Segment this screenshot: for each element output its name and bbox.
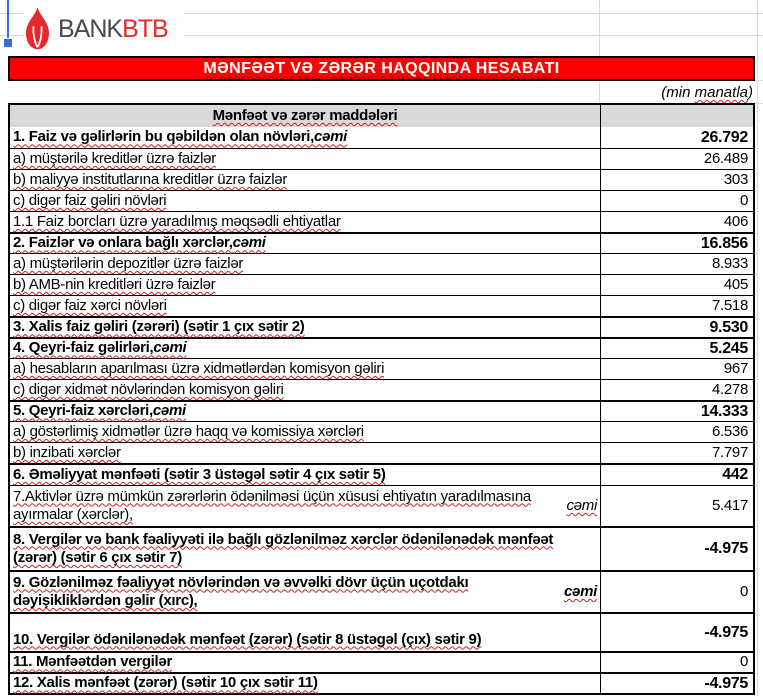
row-value-cell[interactable] [600, 127, 753, 148]
table-row[interactable] [10, 316, 753, 337]
row-label-cell[interactable] [10, 653, 600, 672]
row-value-cell[interactable] [600, 296, 753, 316]
row-value-cell[interactable] [600, 234, 753, 253]
row-label: 2. Faizlər və onlara bağlı xərclər, [13, 234, 233, 252]
row-label: c) digər faiz gəliri növləri [13, 191, 167, 209]
row-value-cell[interactable] [600, 275, 753, 295]
row-label: c) digər faiz xərci növləri [13, 296, 167, 314]
table-row[interactable] [10, 127, 753, 148]
row-value: 0 [739, 191, 748, 209]
table-row[interactable] [10, 232, 753, 253]
row-label-cell[interactable] [10, 254, 600, 274]
row-value: -4.975 [704, 540, 748, 558]
table-row[interactable] [10, 379, 753, 400]
row-label-italic-tail: cəmi [152, 402, 186, 420]
row-value: 967 [723, 359, 748, 377]
row-label: a) göstərlimiş xidmətlər üzrə haqq və komissiya xərcləri [13, 422, 364, 440]
selection-fill-handle[interactable] [3, 38, 13, 48]
bank-logo-text [58, 15, 168, 44]
row-value-cell[interactable] [600, 443, 753, 463]
row-label: 11. Mənfəətdən vergilər [13, 653, 173, 671]
row-value: 6.536 [711, 422, 748, 440]
row-value-cell[interactable] [600, 380, 753, 400]
header-label-cell[interactable] [10, 105, 600, 127]
row-label-cell[interactable] [10, 572, 600, 612]
row-label: 8. Vergilər və bank fəaliyyəti ilə bağlı gözlənilməz xərclər ödənilənədək mənfəət (zərər) (sətir 6 çıx sətir 7) [13, 530, 554, 566]
row-label: a) müştərilə kreditlər üzrə faizlər [13, 149, 216, 167]
row-value: 0 [739, 653, 748, 671]
row-label-italic-tail: cəmi [564, 582, 597, 600]
table-row[interactable] [10, 651, 753, 672]
report-title: MƏNFƏƏT VƏ ZƏRƏR HAQQINDA HESABATI [203, 59, 560, 77]
table-row[interactable] [10, 211, 753, 232]
row-label-cell[interactable] [10, 380, 600, 400]
row-label: b) maliyyə institutlarına kreditlər üzrə faizlər [13, 170, 288, 188]
row-label: 12. Xalis mənfəət (zərər) (sətir 10 çıx sətir 11) [13, 674, 318, 692]
row-value: 16.856 [700, 234, 748, 252]
row-label-cell[interactable] [10, 318, 600, 337]
row-label: 4. Qeyri-faiz gəlirləri, [13, 339, 154, 357]
row-label-cell[interactable] [10, 170, 600, 190]
gridline [755, 103, 763, 104]
row-value-cell[interactable] [600, 254, 753, 274]
logo-bank-word: BANK [58, 14, 123, 43]
row-value: 5.245 [709, 339, 748, 357]
row-label: a) müştərilərin depozitlər üzrə faizlər [13, 254, 244, 272]
row-value: 7.518 [711, 296, 748, 314]
flame-icon [24, 7, 51, 51]
row-label-cell[interactable] [10, 465, 600, 485]
row-value: 26.792 [700, 128, 748, 146]
row-label: 1.1 Faiz borcları üzrə yaradılmış məqsədli ehtiyatlar [13, 212, 341, 230]
row-value: -4.975 [704, 623, 748, 641]
table-row[interactable] [10, 421, 753, 442]
table-row[interactable] [10, 190, 753, 211]
row-label-cell[interactable] [10, 127, 600, 148]
table-row[interactable] [10, 274, 753, 295]
row-label-cell[interactable] [10, 191, 600, 211]
row-label: 1. Faiz və gəlirlərin bu qəbildən olan növləri, [13, 128, 314, 146]
row-label-cell[interactable] [10, 402, 600, 421]
row-value: 14.333 [700, 402, 748, 420]
row-label-cell[interactable] [10, 443, 600, 463]
row-label: b) AMB-nin kreditləri üzrə faizlər [13, 275, 216, 293]
row-label-cell[interactable] [10, 234, 600, 253]
logo-btb-word: BTB [122, 14, 168, 43]
row-label-italic-tail: cəmi [566, 496, 597, 514]
row-label-cell[interactable] [10, 614, 600, 651]
row-label: 7.Aktivlər üzrə mümkün zərərlərin ödənilməsi üçün xüsusi ehtiyatın yaradılmasına ayırmalar (xərclər), [13, 487, 531, 523]
unit-note [8, 84, 753, 101]
row-value-cell[interactable] [600, 212, 753, 232]
unit-note-word: manatla [694, 84, 748, 101]
row-label: 5. Qeyri-faiz xərcləri, [13, 402, 153, 420]
row-label-cell[interactable] [10, 486, 600, 526]
row-label-cell[interactable] [10, 212, 600, 232]
header-label: Mənfəət və zərər maddələri [212, 106, 398, 124]
row-label-cell[interactable] [10, 296, 600, 316]
row-value-cell[interactable] [600, 339, 753, 358]
row-value-cell[interactable] [600, 465, 753, 485]
row-value-cell[interactable] [600, 170, 753, 190]
row-label-cell[interactable] [10, 339, 600, 358]
row-value-cell[interactable] [600, 528, 753, 570]
row-label: 9. Gözlənilməz fəaliyyət növlərindən və əvvəlki dövr üçün uçotdakı dəyişikliklərdən gəlir (xırc), [13, 573, 469, 609]
row-label-cell[interactable] [10, 149, 600, 169]
row-value-cell[interactable] [600, 674, 753, 693]
table-row[interactable] [10, 295, 753, 316]
row-label: c) digər xidmət növlərindən komisyon gəliri [13, 380, 284, 398]
row-value-cell[interactable] [600, 318, 753, 337]
table-row[interactable] [10, 400, 753, 421]
row-value: 442 [722, 466, 748, 484]
row-value: 7.797 [711, 443, 748, 461]
table-row[interactable] [10, 485, 753, 526]
row-value-cell[interactable] [600, 149, 753, 169]
row-label-cell[interactable] [10, 528, 600, 570]
row-label-cell[interactable] [10, 674, 600, 693]
row-label: 3. Xalis faiz gəliri (zərəri) (sətir 1 çıx sətir 2) [13, 318, 305, 336]
header-value-cell[interactable] [600, 105, 753, 127]
row-label: 6. Əməliyyat mənfəəti (sətir 3 üstəgəl sətir 4 çıx sətir 5) [13, 465, 386, 483]
gridline [755, 80, 763, 81]
row-value-cell[interactable] [600, 486, 753, 526]
row-value-cell[interactable] [600, 402, 753, 421]
row-value: 405 [723, 275, 748, 293]
cell-selection-border [7, 0, 9, 40]
row-value: 406 [723, 212, 748, 230]
table-row[interactable] [10, 169, 753, 190]
row-label: b) inzibati xərclər [13, 443, 121, 461]
table-row[interactable] [10, 570, 753, 612]
table-row[interactable] [10, 526, 753, 570]
row-value: 5.417 [711, 496, 748, 514]
row-value: 9.530 [709, 318, 748, 336]
pl-table-body [10, 127, 753, 693]
report-title-banner [8, 56, 755, 81]
row-value: 4.278 [711, 380, 748, 398]
row-label-cell[interactable] [10, 422, 600, 442]
row-value: 303 [723, 170, 748, 188]
row-value: 8.933 [711, 254, 748, 272]
row-value: -4.975 [704, 674, 748, 692]
row-label-italic-tail: cəmi [153, 339, 187, 357]
row-value-cell[interactable] [600, 191, 753, 211]
row-value-cell[interactable] [600, 359, 753, 379]
table-row[interactable] [10, 358, 753, 379]
row-label: 10. Vergilər ödənilənədək mənfəət (zərər) (sətir 8 üstəgəl (çıx) sətir 9) [13, 630, 482, 648]
row-label: a) hesabların aparılması üzrə xidmətlərdən komisyon gəliri [13, 359, 385, 377]
row-value: 0 [739, 582, 748, 600]
pl-table [8, 103, 755, 695]
gridline [757, 0, 758, 696]
row-label-italic-tail: cəmi [232, 234, 266, 252]
table-row[interactable] [10, 463, 753, 485]
row-value-cell[interactable] [600, 614, 753, 651]
table-row[interactable] [10, 148, 753, 169]
row-value-cell[interactable] [600, 572, 753, 612]
table-header-row[interactable] [10, 105, 753, 127]
row-label-cell[interactable] [10, 359, 600, 379]
table-row[interactable] [10, 337, 753, 358]
table-row[interactable] [10, 253, 753, 274]
row-label-italic-tail: cəmi [313, 128, 347, 146]
unit-note-post: ) [748, 84, 753, 101]
row-label-cell[interactable] [10, 275, 600, 295]
bank-logo [24, 5, 184, 53]
row-value-cell[interactable] [600, 422, 753, 442]
row-value-cell[interactable] [600, 653, 753, 672]
table-row[interactable] [10, 612, 753, 651]
row-value: 26.489 [703, 149, 748, 167]
table-row[interactable] [10, 672, 753, 693]
unit-note-pre: (min [661, 84, 695, 101]
table-row[interactable] [10, 442, 753, 463]
